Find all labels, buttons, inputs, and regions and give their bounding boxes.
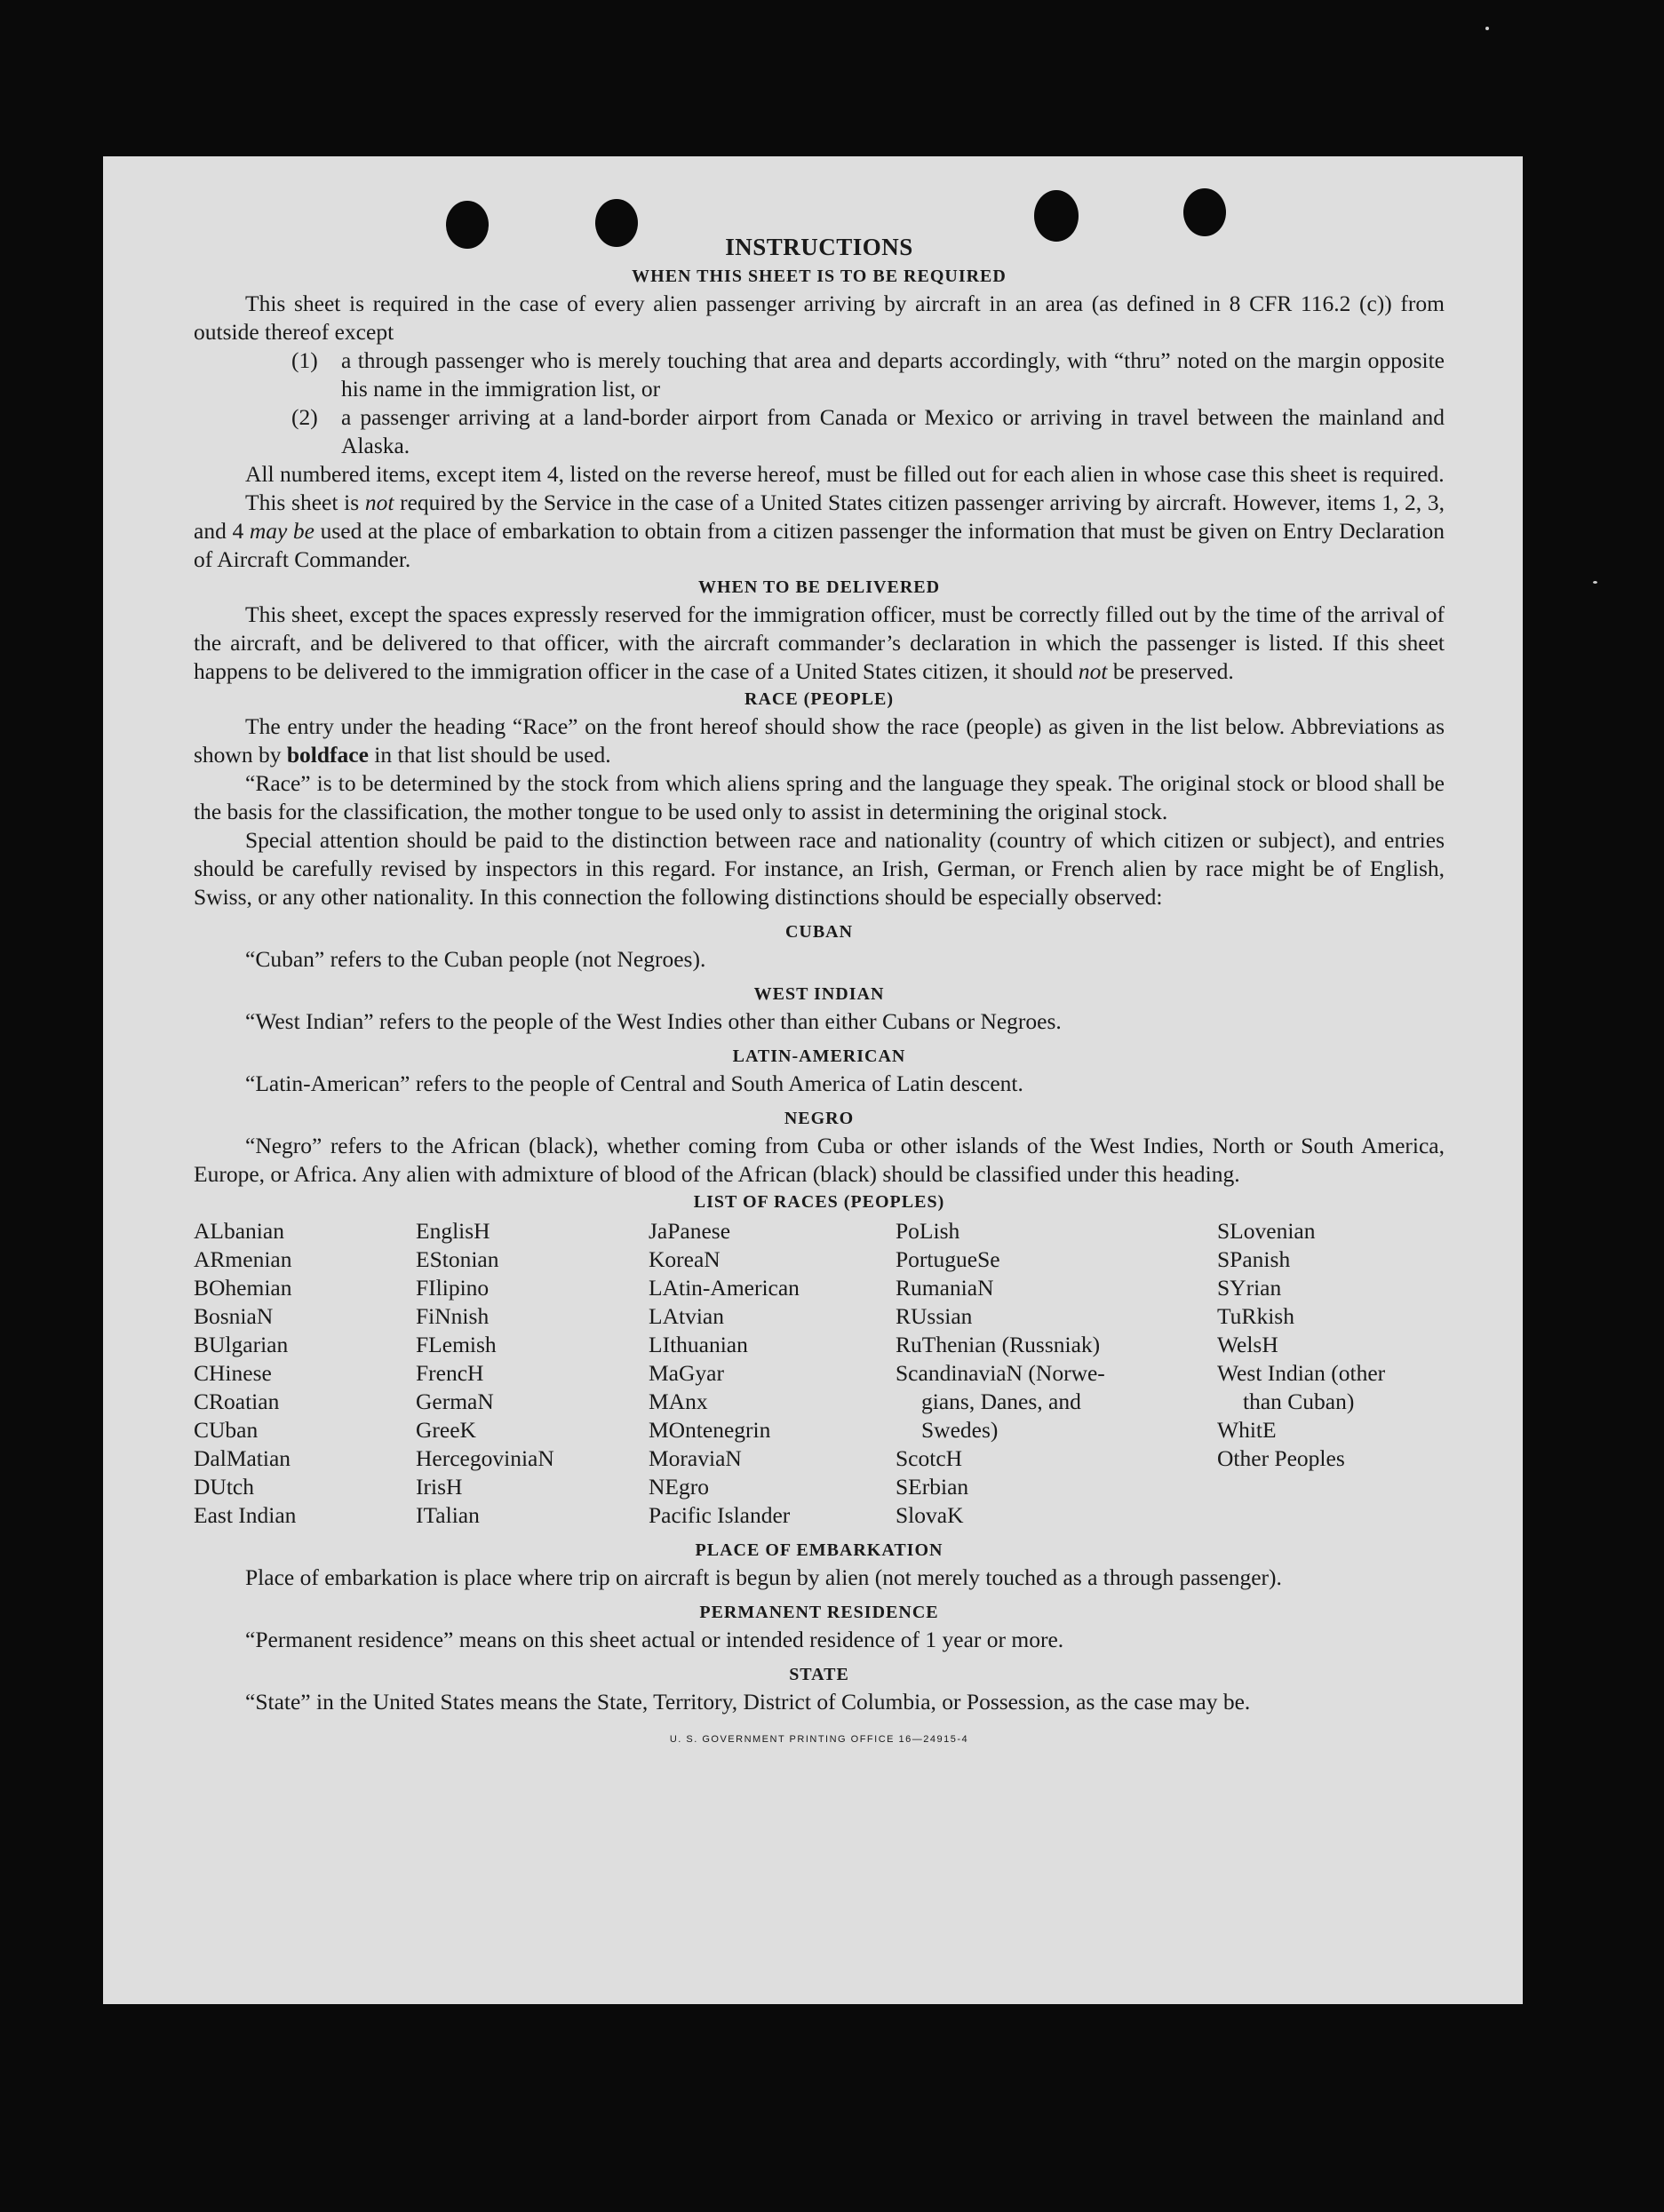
paragraph: “West Indian” refers to the people of the West Indies other than either Cubans or Negroes.: [245, 1008, 1062, 1034]
race-entry: ARmenian: [194, 1246, 292, 1272]
race-entry: MAnx: [649, 1388, 708, 1414]
race-entry: ALbanian: [194, 1218, 284, 1244]
paragraph: “State” in the United States means the State, Territory, District of Columbia, or Possession, as the case may be.: [245, 1689, 1251, 1715]
race-entry: TuRkish: [1217, 1303, 1294, 1329]
document-body: [194, 231, 1445, 1754]
race-entry: GreeK: [416, 1417, 476, 1443]
race-entry: LAtvian: [649, 1303, 724, 1329]
race-entry: HercegoviniaN: [416, 1445, 554, 1471]
section-heading-negro: NEGRO: [784, 1109, 855, 1128]
race-entry: DalMatian: [194, 1445, 291, 1471]
race-entry: PortugueSe: [896, 1246, 1000, 1272]
paragraph: This sheet is required in the case of every alien passenger arriving by aircraft in an area (as defined in 8 CFR 116.2 (c)) from outside thereof except: [194, 290, 1445, 345]
list-text: a through passenger who is merely touching that area and departs accordingly, with “thru” noted on the margin opposite his name in the immigration list, or: [341, 347, 1445, 402]
race-entry: CRoatian: [194, 1388, 280, 1414]
race-entry: LIthuanian: [649, 1332, 748, 1357]
race-entry: NEgro: [649, 1474, 709, 1500]
paragraph: [194, 601, 1445, 686]
paragraph: Special attention should be paid to the distinction between race and nationality (country of which citizen or subject), and entries should be carefully revised by inspectors in this regard. For instance, an Irish, German, or French alien by race might be of English, Swiss, or any other nationality. In this connection the following distinctions should be especially observed:: [194, 827, 1445, 910]
race-entry: SlovaK: [896, 1502, 964, 1528]
emphasis: may be: [249, 518, 315, 544]
section-heading-when-delivered: WHEN TO BE DELIVERED: [697, 577, 941, 597]
section-heading-cuban: CUBAN: [784, 922, 854, 942]
race-entry: FIlipino: [416, 1275, 490, 1301]
race-column: [194, 1217, 416, 1530]
race-entry: ScotcH: [896, 1445, 963, 1471]
race-entry: gians, Danes, and: [921, 1388, 1081, 1414]
race-entry: RumaniaN: [896, 1275, 994, 1301]
text-run: in that list should be used.: [368, 742, 611, 768]
text-run: used at the place of embarkation to obtain from a citizen passenger the information that must be given on Entry Declaration of Aircraft Commander.: [194, 518, 1445, 572]
race-entry: MOntenegrin: [649, 1417, 771, 1443]
race-column: [649, 1217, 896, 1530]
race-entry: RUssian: [896, 1303, 973, 1329]
race-entry: EStonian: [416, 1246, 499, 1272]
list-number: (2): [291, 404, 318, 430]
paragraph: “Permanent residence” means on this sheet actual or intended residence of 1 year or more.: [245, 1627, 1064, 1652]
race-entry: SLovenian: [1217, 1218, 1316, 1244]
race-entry: GermaN: [416, 1388, 494, 1414]
race-entry: ITalian: [416, 1502, 480, 1528]
race-entry: FLemish: [416, 1332, 497, 1357]
section-heading-west-indian: WEST INDIAN: [753, 984, 885, 1004]
race-entry: SYrian: [1217, 1275, 1282, 1301]
emphasis: not: [1078, 658, 1108, 684]
emphasis: not: [364, 489, 394, 515]
list-item: [291, 346, 1445, 403]
list-item: [291, 403, 1445, 460]
section-heading-residence: PERMANENT RESIDENCE: [699, 1603, 939, 1622]
paragraph: “Race” is to be determined by the stock from which aliens spring and the language they speak. The original stock or blood shall be the basis for the classification, the mother tongue to be used only to assist in determining the original stock.: [194, 770, 1445, 824]
section-heading-races: LIST OF RACES (PEOPLES): [693, 1192, 945, 1212]
race-entry: DUtch: [194, 1474, 254, 1500]
paragraph: “Negro” refers to the African (black), whether coming from Cuba or other islands of the West Indies, North or South America, Europe, or Africa. Any alien with admixture of blood of the African (black) should be classified under this heading.: [194, 1133, 1445, 1187]
race-column: [416, 1217, 649, 1530]
race-entry: SPanish: [1217, 1246, 1291, 1272]
list-number: (1): [291, 347, 318, 373]
race-entry: CUban: [194, 1417, 259, 1443]
text-run: required by the Service in the case of a United States citizen passenger arriving by aircraft. However, items 1, 2, 3, and 4: [194, 489, 1445, 544]
race-column: [896, 1217, 1217, 1530]
race-entry: JaPanese: [649, 1218, 731, 1244]
race-entry: MaGyar: [649, 1360, 724, 1386]
text-run: This sheet is: [245, 489, 365, 515]
page-title: INSTRUCTIONS: [725, 234, 913, 260]
race-entry: West Indian (other: [1217, 1360, 1386, 1386]
section-heading-embarkation: PLACE OF EMBARKATION: [695, 1540, 943, 1560]
list-text: a passenger arriving at a land-border airport from Canada or Mexico or arriving in travel between the mainland and Alaska.: [341, 404, 1445, 458]
race-entry: ScandinaviaN (Norwe-: [896, 1360, 1105, 1386]
race-entry: CHinese: [194, 1360, 272, 1386]
race-entry: PoLish: [896, 1218, 960, 1244]
race-entry: Other Peoples: [1217, 1445, 1345, 1471]
paragraph: [194, 489, 1445, 574]
race-entry: MoraviaN: [649, 1445, 742, 1471]
punch-hole: [1183, 188, 1226, 236]
race-entry: KoreaN: [649, 1246, 721, 1272]
text-run: This sheet, except the spaces expressly reserved for the immigration officer, must be correctly filled out by the time of the arrival of the aircraft, and be delivered to that officer, with the aircraft commander’s declaration in which the passenger is listed. If this sheet happens to be delivered to the immigration officer in the case of a United States citizen, it should: [194, 601, 1445, 684]
race-list: [194, 1217, 1445, 1530]
bold-text: boldface: [286, 742, 369, 768]
section-heading-latin-american: LATIN-AMERICAN: [732, 1046, 906, 1066]
race-entry: LAtin-American: [649, 1275, 800, 1301]
paragraph: [194, 712, 1445, 769]
paragraph: Place of embarkation is place where trip on aircraft is begun by alien (not merely touched as a through passenger).: [245, 1564, 1282, 1590]
race-entry: BUlgarian: [194, 1332, 289, 1357]
race-entry: East Indian: [194, 1502, 297, 1528]
race-entry: EnglisH: [416, 1218, 490, 1244]
race-entry: BosniaN: [194, 1303, 274, 1329]
race-entry: Pacific Islander: [649, 1502, 791, 1528]
race-entry: Swedes): [921, 1417, 999, 1443]
section-heading-race: RACE (PEOPLE): [744, 689, 894, 709]
scan-speck: [1485, 27, 1489, 30]
race-entry: than Cuban): [1243, 1388, 1355, 1414]
paragraph: “Latin-American” refers to the people of Central and South America of Latin descent.: [245, 1070, 1023, 1096]
paragraph: “Cuban” refers to the Cuban people (not Negroes).: [245, 946, 706, 972]
race-entry: WelsH: [1217, 1332, 1278, 1357]
race-entry: BOhemian: [194, 1275, 292, 1301]
instruction-sheet: [103, 156, 1523, 2004]
race-entry: SErbian: [896, 1474, 969, 1500]
race-entry: WhitE: [1217, 1417, 1277, 1443]
race-entry: IrisH: [416, 1474, 463, 1500]
scan-speck: [1593, 581, 1597, 584]
section-heading-when-required: WHEN THIS SHEET IS TO BE REQUIRED: [632, 267, 1007, 286]
race-entry: FiNnish: [416, 1303, 490, 1329]
text-run: The entry under the heading “Race” on the front hereof should show the race (people) as given in the list below. Abbreviations as shown by: [194, 713, 1445, 768]
printer-imprint: U. S. GOVERNMENT PRINTING OFFICE 16—24915-4: [669, 1734, 969, 1745]
section-heading-state: STATE: [789, 1665, 849, 1684]
race-entry: RuThenian (Russniak): [896, 1332, 1101, 1357]
paragraph: All numbered items, except item 4, listed on the reverse hereof, must be filled out for each alien in whose case this sheet is required.: [245, 461, 1445, 487]
race-entry: FrencH: [416, 1360, 484, 1386]
text-run: be preserved.: [1107, 658, 1234, 684]
race-column: [1217, 1217, 1445, 1530]
